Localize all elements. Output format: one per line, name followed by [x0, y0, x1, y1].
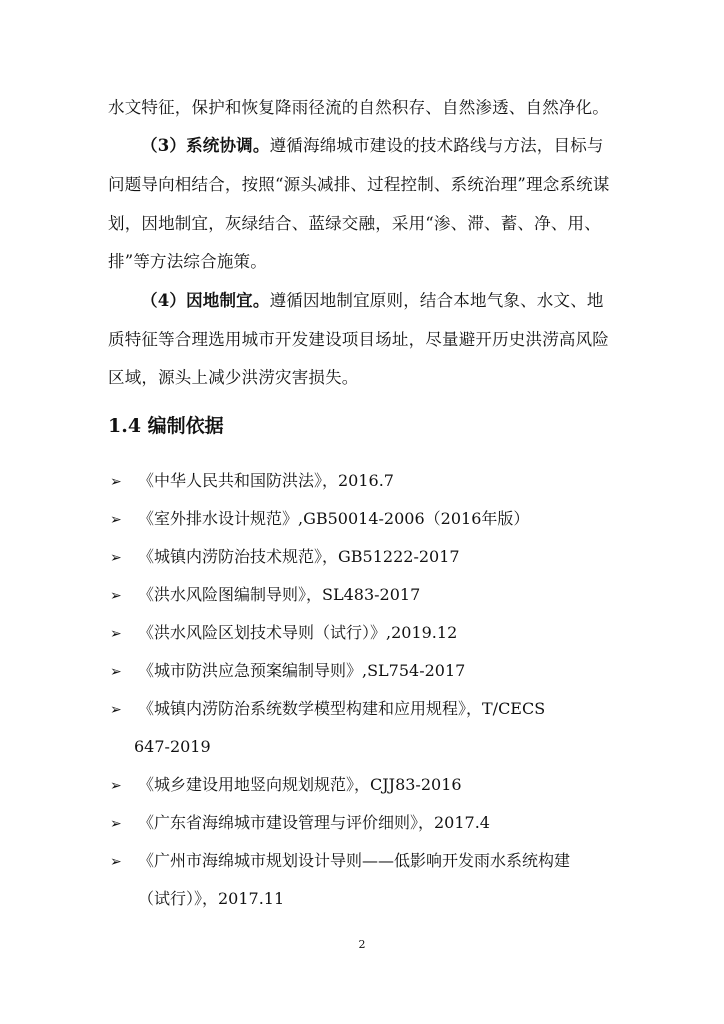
paragraph-line: 排”等方法综合施策。 — [108, 252, 267, 271]
arrow-bullet-icon: ➢ — [110, 588, 122, 604]
paragraph-line: 问题导向相结合，按照“源头减排、过程控制、系统治理”理念系统谋 — [108, 175, 610, 194]
reference-item — [110, 547, 460, 568]
reference-item — [110, 699, 545, 720]
paragraph-title: （4）因地制宜。 — [141, 291, 270, 310]
arrow-bullet-icon: ➢ — [110, 512, 122, 528]
reference-item — [110, 471, 394, 492]
reference-item — [110, 775, 462, 796]
reference-item — [110, 813, 490, 834]
reference-item — [110, 509, 529, 530]
reference-item — [110, 661, 465, 682]
reference-text: 《洪水风险区划技术导则（试行）》,2019.12 — [138, 623, 458, 642]
arrow-bullet-icon: ➢ — [110, 702, 122, 718]
arrow-bullet-icon: ➢ — [110, 626, 122, 642]
arrow-bullet-icon: ➢ — [110, 550, 122, 566]
page-number: 2 — [358, 938, 366, 951]
arrow-bullet-icon: ➢ — [110, 474, 122, 490]
paragraph-line — [141, 136, 604, 156]
paragraph-text: 遵循因地制宜原则，结合本地气象、水文、地 — [269, 291, 604, 310]
arrow-bullet-icon: ➢ — [110, 854, 122, 870]
reference-item — [110, 851, 570, 872]
reference-text: 《城镇内涝防治技术规范》，GB51222-2017 — [138, 547, 460, 566]
reference-item — [110, 623, 457, 644]
reference-continuation: （试行）》，2017.11 — [138, 889, 285, 908]
reference-text: 《广州市海绵城市规划设计导则——低影响开发雨水系统构建 — [138, 851, 571, 870]
section-heading: 1.4 编制依据 — [108, 415, 224, 437]
paragraph-line: 划，因地制宜，灰绿结合、蓝绿交融，采用“渗、滞、蓄、净、用、 — [108, 214, 601, 233]
arrow-bullet-icon: ➢ — [110, 816, 122, 832]
paragraph-line: 水文特征，保护和恢复降雨径流的自然积存、自然渗透、自然净化。 — [108, 98, 609, 117]
paragraph-line: 区域，源头上减少洪涝灾害损失。 — [108, 368, 359, 387]
paragraph-line: 质特征等合理选用城市开发建设项目场址，尽量避开历史洪涝高风险 — [108, 330, 609, 349]
reference-text: 《城乡建设用地竖向规划规范》，CJJ83-2016 — [138, 775, 462, 794]
reference-text: 《广东省海绵城市建设管理与评价细则》，2017.4 — [138, 813, 490, 832]
paragraph-line — [141, 291, 604, 311]
arrow-bullet-icon: ➢ — [110, 664, 122, 680]
reference-text: 《城镇内涝防治系统数学模型构建和应用规程》，T/CECS — [138, 699, 546, 718]
reference-text: 《城市防洪应急预案编制导则》,SL754-2017 — [138, 661, 466, 680]
reference-text: 《室外排水设计规范》,GB50014-2006（2016年版） — [138, 509, 530, 528]
reference-text: 《洪水风险图编制导则》，SL483-2017 — [138, 585, 421, 604]
reference-text: 《中华人民共和国防洪法》，2016.7 — [138, 471, 394, 490]
paragraph-text: 遵循海绵城市建设的技术路线与方法，目标与 — [269, 136, 604, 155]
arrow-bullet-icon: ➢ — [110, 778, 122, 794]
reference-item — [110, 585, 420, 606]
reference-continuation: 647-2019 — [134, 737, 211, 756]
paragraph-title: （3）系统协调。 — [141, 136, 270, 155]
